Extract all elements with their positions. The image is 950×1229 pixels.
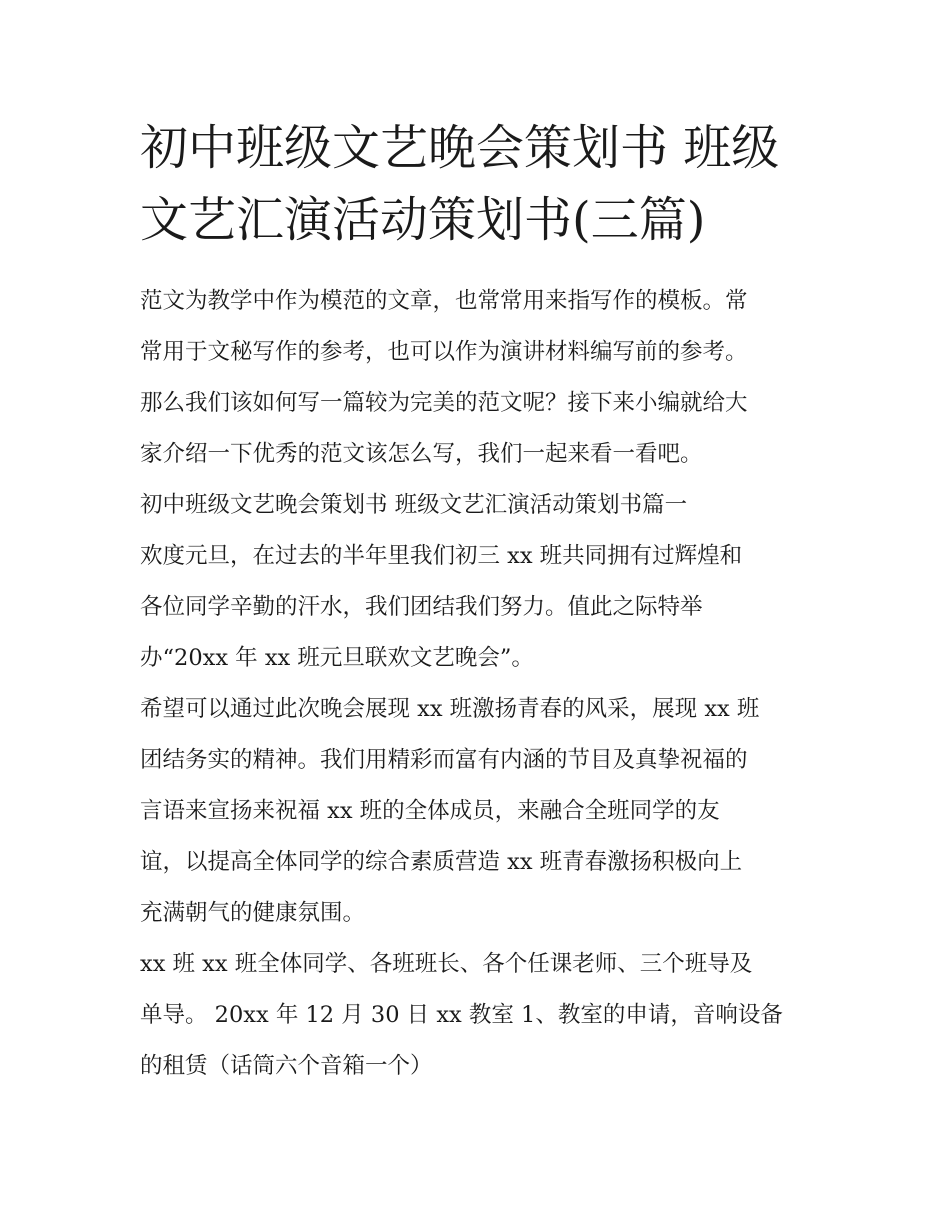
body-line: 办“20xx 年 xx 班元旦联欢文艺晚会”。 xyxy=(140,645,534,671)
body-line: 充满朝气的健康氛围。 xyxy=(140,900,366,926)
body-line: 谊，以提高全体同学的综合素质营造 xx 班青春激扬积极向上 xyxy=(140,849,743,875)
body-line: 常用于文秘写作的参考，也可以作为演讲材料编写前的参考。 xyxy=(140,339,748,365)
title-line-1: 初中班级文艺晚会策划书 班级 xyxy=(140,120,780,176)
body-line: xx 班 xx 班全体同学、各班班长、各个任课老师、三个班导及 xyxy=(140,951,753,977)
body-line: 单导。 20xx 年 12 月 30 日 xx 教室 1、教室的申请，音响设备 xyxy=(140,1002,783,1028)
title-line-2: 文艺汇演活动策划书(三篇) xyxy=(140,192,706,248)
body-line: 欢度元旦，在过去的半年里我们初三 xx 班共同拥有过辉煌和 xyxy=(140,543,743,569)
body-line: 范文为教学中作为模范的文章，也常常用来指写作的模板。常 xyxy=(140,288,748,314)
body-line: 家介绍一下优秀的范文该怎么写，我们一起来看一看吧。 xyxy=(140,441,703,467)
body-line: 言语来宣扬来祝福 xx 班的全体成员，来融合全班同学的友 xyxy=(140,798,720,824)
body-line: 希望可以通过此次晚会展现 xx 班激扬青春的风采，展现 xx 班 xyxy=(140,696,760,722)
document-title xyxy=(140,112,830,256)
body-line: 各位同学辛勤的汗水，我们团结我们努力。值此之际特举 xyxy=(140,594,703,620)
section-heading: 初中班级文艺晚会策划书 班级文艺汇演活动策划书篇一 xyxy=(140,492,688,518)
body-line: 团结务实的精神。我们用精彩而富有内涵的节目及真挚祝福的 xyxy=(140,747,748,773)
body-line: 那么我们该如何写一篇较为完美的范文呢？接下来小编就给大 xyxy=(140,390,748,416)
document-body xyxy=(140,276,840,1092)
body-line: 的租赁（话筒六个音箱一个） xyxy=(140,1053,433,1079)
